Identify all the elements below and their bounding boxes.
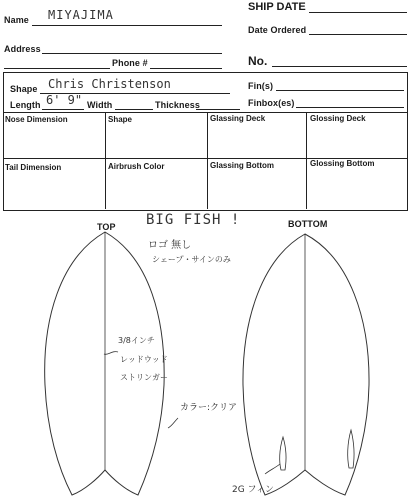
color-note: カラー:クリア (180, 403, 238, 413)
date-ordered-label: Date Ordered (248, 25, 307, 35)
top-view-label: TOP (97, 222, 116, 232)
shape-cell-label: Shape (108, 115, 133, 124)
finbox-label: Finbox(es) (248, 98, 295, 108)
length-value[interactable]: 6' 9" (46, 93, 83, 107)
bottom-view-outline (243, 234, 369, 495)
note-shaper-sign: シェープ・サインのみ (152, 255, 231, 264)
stringer-note-3: ストリンガー (120, 373, 168, 382)
stringer-note-2: レッドウッド (120, 355, 168, 364)
color-arrow (168, 418, 178, 428)
name-value[interactable]: MIYAJIMA (48, 8, 114, 22)
width-label: Width (87, 100, 113, 110)
note-big-fish: BIG FISH ! (146, 212, 241, 228)
glassing-bottom-label: Glassing Bottom (210, 161, 275, 170)
glossing-deck-label: Glossing Deck (310, 114, 366, 123)
fin-arrow (265, 464, 280, 474)
shape-label: Shape (10, 84, 38, 94)
airbrush-color-label: Airbrush Color (108, 162, 165, 171)
right-fin (348, 430, 354, 468)
glossing-bottom-label: Glossing Bottom (310, 159, 375, 168)
ship-date-label: SHIP DATE (248, 1, 306, 13)
glassing-deck-label: Glassing Deck (210, 114, 266, 123)
stringer-note-1: 3/8インチ (118, 336, 155, 345)
length-label: Length (10, 100, 41, 110)
stringer-arrow (104, 352, 118, 355)
tail-dimension-label: Tail Dimension (5, 163, 62, 172)
nose-dimension-label: Nose Dimension (5, 115, 68, 124)
fins-label: Fin(s) (248, 81, 274, 91)
thickness-label: Thickness (155, 100, 200, 110)
address-label: Address (4, 44, 41, 54)
number-label: No. (248, 54, 268, 68)
phone-label: Phone # (112, 58, 148, 68)
left-fin (280, 437, 286, 470)
bottom-view-label: BOTTOM (288, 219, 328, 229)
note-no-logo: ロゴ 無し (148, 240, 192, 251)
shape-value[interactable]: Chris Christenson (48, 77, 171, 91)
fin-note: 2G フィン (232, 485, 274, 495)
name-label: Name (4, 15, 29, 25)
